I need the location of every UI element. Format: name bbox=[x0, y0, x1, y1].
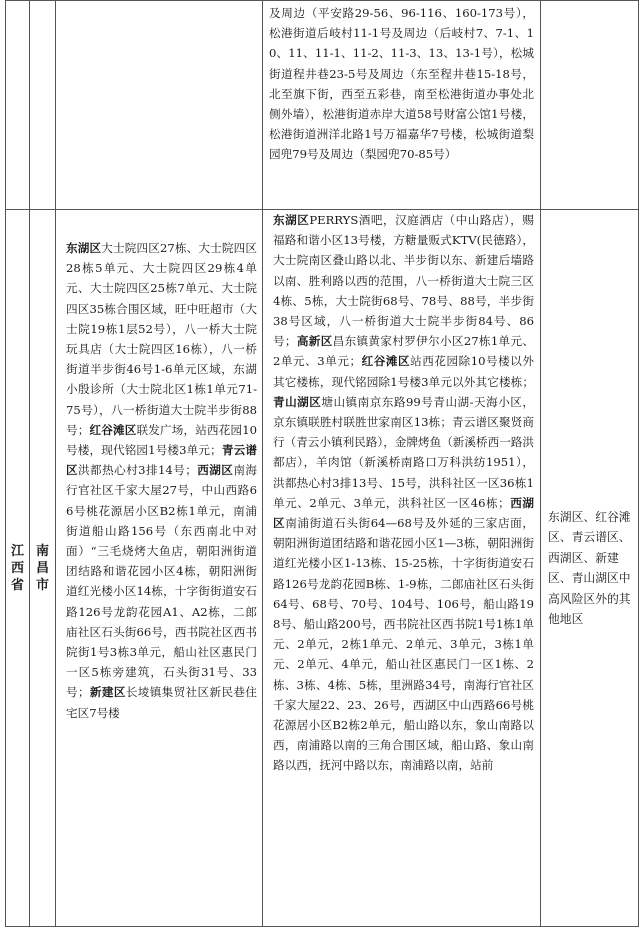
province-cell bbox=[6, 210, 30, 927]
area-list: 长堎镇集贸社区新民巷住宅区7号楼 bbox=[66, 685, 257, 720]
district-name: 青山湖区 bbox=[273, 394, 322, 409]
province-cell bbox=[6, 1, 30, 210]
district-name: 东湖区 bbox=[273, 213, 310, 227]
district-name: 红谷滩区 bbox=[89, 422, 137, 437]
area-list: 南浦街道石头街64—68号及外延的三家店面，朝阳洲街道团结路和谐花园小区1—3栋，朝阳洲街道红光楼小区1-13栋、15-25栋，十字街街道安石路126号龙韵花园B栋、1-9栋，二郎庙社区石头街64号、68号、70号、104号、106号，船山路198号、船山路200号，西书院社区西书院1号1栋1单元、2单元，2栋1单元、2单元、3单元，3栋1单元、2单元、4单元，船山社区惠民门一区1栋、2栋、3栋、4栋、5栋，里洲路34号，南海行官社区千家大屋22、23、26号，西湖区中山西路66号桃花源居小区B2栋2单元，船山路以东，象山南路以西，南浦路以南的三角合围区域，船山路、象山南路以西，抚河中路以东，南浦路以南，站前 bbox=[273, 516, 534, 773]
city-name: 南昌市 bbox=[35, 543, 49, 593]
area-list: 昌东镇黄家村罗伊尔小区27栋1单元、2单元、3单元； bbox=[273, 334, 534, 369]
high-risk-text bbox=[263, 210, 540, 776]
district-name: 西湖区 bbox=[273, 495, 534, 531]
area-list: PERRYS酒吧，汉庭酒店（中山路店），赐福路和谐小区13号楼，方糖量贩式KTV(民德路），大士院南区叠山路以北、半步街以东、新建后墙路以南、胜利路以西的范围，八一桥街道大士院三区4栋、5栋，大士院街68号、78号、88号，半步街38号区域，八一桥街道大士院半步街84号、86号； bbox=[273, 213, 534, 349]
area-list: 联发广场，站西花园10号楼，现代铭园1号楼3单元； bbox=[66, 422, 257, 458]
district-name: 新建区 bbox=[89, 685, 126, 700]
high-risk-cell bbox=[263, 210, 541, 927]
area-list: 南海行官社区千家大屋27号，中山西路66号桃花源居小区B2栋1单元，南浦街道船山路156号（东西南北中对面）“三毛烧烤大鱼店，朝阳洲街道团结路和谐花园小区4栋，朝阳洲街道红光楼小区14栋，十字街街道安石路126号龙韵花园A1、A2栋，二郎庙社区石头街66号，西书院社区西书院街1号3栋3单元，船山社区惠民门一区5栋旁建筑，石头街31号、33号； bbox=[66, 463, 257, 700]
high-risk-text: 及周边（平安路29-56、96-116、160-173号），松港街道后岐村11-1号及周边（后岐村7、7-1、10、11、11-1、11-2、11-3、13、13-1号），松城街道程井巷23-5号及周边（东至程井巷15-18号，北至旗下街，西至五彩巷，南至松港街道办事处北侧外墙），松港街道赤岸大道58号财富公馆1号楼，松港街道洲洋北路1号万福嘉华7号楼，松城街道梨园兜79号及周边（梨园兜70-85号） bbox=[269, 6, 534, 162]
district-name: 西湖区 bbox=[196, 463, 234, 478]
medium-risk-cell bbox=[56, 210, 263, 927]
district-name: 红谷滩区 bbox=[361, 354, 411, 369]
district-name: 高新区 bbox=[296, 334, 333, 349]
medium-risk-text bbox=[56, 210, 262, 723]
table-row bbox=[6, 1, 639, 210]
city-cell bbox=[30, 210, 56, 927]
district-name: 东湖区 bbox=[66, 241, 102, 255]
table-row bbox=[6, 210, 639, 927]
area-list: 塘山镇南京东路99号青山湖-天海小区，京东镇联胜村联胜世家南区13栋；青云谱区聚贤商行（青云小镇利民路），金牌烤鱼（新溪桥西一路洪都店），羊肉馆（新溪桥南路口万科洪纺1951），洪都热心村3排13号、15号，洪科社区一区36栋1单元、2单元、3单元，洪科社区一区46栋； bbox=[273, 394, 534, 510]
area-list: 大士院四区27栋、大士院四区28栋5单元、大士院四区29栋4单元、大士院四区25栋7单元、大士院四区35栋合围区域，旺中旺超市（大士院19栋1层52号），八一桥大士院玩具店（大士院四区16栋），八一桥街道半步街46号1-6单元区域，东湖小殷诊所（大士院北区1栋1单元71-75号），八一桥街道大士院半步街88号； bbox=[66, 241, 257, 437]
low-risk-text: 东湖区、红谷滩区、青云谱区、西湖区、新建区、青山湖区中高风险区外的其他地区 bbox=[548, 509, 631, 626]
low-risk-cell bbox=[541, 210, 639, 927]
low-risk-cell bbox=[541, 1, 639, 210]
medium-risk-cell bbox=[56, 1, 263, 210]
area-list: 洪都热心村3排14号； bbox=[78, 463, 197, 478]
district-name: 青云谱区 bbox=[66, 443, 257, 478]
high-risk-cell bbox=[263, 1, 541, 210]
risk-area-table bbox=[5, 0, 639, 927]
area-list: 站西花园除10号楼以外其它楼栋，现代铭园除1号楼3单元以外其它楼栋； bbox=[273, 354, 534, 389]
province-name: 江西省 bbox=[10, 543, 24, 593]
city-cell bbox=[30, 1, 56, 210]
